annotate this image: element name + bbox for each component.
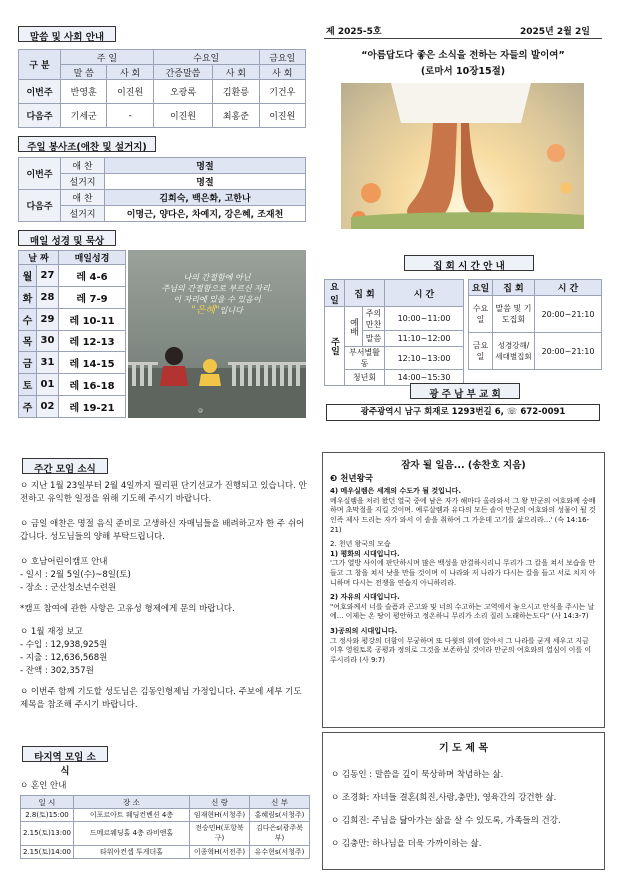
- wedding-col-header: 신 부: [250, 796, 310, 809]
- service-value: 명절: [105, 158, 306, 174]
- meditation-image: [128, 250, 306, 418]
- theme-verse: “아름답도다 좋은 소식을 전하는 자들의 발이여”: [361, 50, 565, 61]
- prayer-item: ㅇ 김충만: 하나님을 더욱 가까이하는 삶.: [331, 839, 482, 849]
- wedding-cell: 타워아컨셉 투게더홀: [73, 846, 189, 859]
- bible-col-header: 날 짜: [19, 251, 59, 265]
- wedding-subtitle: ㅇ 혼인 안내: [20, 781, 67, 791]
- wedding-cell: 전승민H(포항북구): [190, 821, 250, 845]
- meditation-suffix: 입니다: [219, 306, 243, 315]
- study-subheading: 4) 메우실렘은 세계의 수도가 될 것입니다.: [330, 487, 462, 496]
- meet-day: 수요일: [469, 296, 493, 333]
- table-cell: 오광록: [153, 80, 212, 104]
- study-subheading: 1) 평화의 시대입니다.: [330, 549, 400, 558]
- spacer: [20, 506, 310, 518]
- study-paragraph: 메우실렘을 처러 왔던 열국 중에 남은 자가 해마다 올라와서 그 왕 만군의 여호와께 숭배하며 초막절을 지킬 것이며. 예루살렘과 유다의 모든 솥이 만군의 여호와의 성물이 될 것인즉 제사 드리는 자가 와서 이 솥을 취하여 그 가운데 고기를 삶으리라...' (슥 14:16-21): [330, 496, 596, 534]
- study-heading: 천년왕국: [340, 473, 374, 484]
- meet-col-header: 시 간: [385, 280, 464, 307]
- spacer: [20, 616, 310, 626]
- dish-label: 설거지: [61, 174, 105, 190]
- bible-date: 02: [37, 396, 59, 418]
- col-group-label: 구 분: [19, 50, 61, 80]
- bible-day: 금: [19, 352, 37, 374]
- meet-col-header: 요일: [325, 280, 345, 307]
- bible-reading: 레 19-21: [59, 396, 126, 418]
- church-name: 광 주 남 부 교 회: [410, 383, 520, 399]
- wedding-cell: 2.15(토)13:00: [21, 821, 74, 845]
- meet-name: 말씀 및 기도집회: [493, 296, 535, 333]
- wedding-table: [20, 795, 310, 859]
- bible-reading: 레 14-15: [59, 352, 126, 374]
- cover-illustration: [341, 83, 584, 229]
- wedding-cell: 드메르웨딩홀 4층 라비앤홀: [73, 821, 189, 845]
- table-cell: 이진원: [107, 80, 153, 104]
- wedding-cell: 김다은s(광주북부): [250, 821, 310, 845]
- table-cell: 최홍준: [213, 104, 259, 128]
- wedding-cell: 임재현H(서청주): [190, 809, 250, 822]
- meeting-table-right: [468, 279, 602, 370]
- table-cell: 이진원: [153, 104, 212, 128]
- table-cell: 기건우: [259, 80, 305, 104]
- bible-reading: 레 10-11: [59, 308, 126, 330]
- bible-header: 매일 성경 및 묵상: [18, 230, 116, 246]
- wedding-cell: 2.8(토)15:00: [21, 809, 74, 822]
- study-subheading: 2. 천년 왕국의 모습: [330, 540, 391, 549]
- study-paragraph: '그가 열방 사이에 판단하시며 많은 백성을 판결하시리니 무리가 그 칼을 쳐서 보습을 만들고 그 창을 쳐서 낫을 만들 것이며 이 나라와 저 나라가 다시는 칼을 들고 서로 치지 아니하며 다시는 전쟁을 연습지 아니하리라.: [330, 559, 596, 587]
- news-item: - 잔액 : 302,357원: [20, 666, 94, 676]
- meet-name: 주의 만찬: [363, 307, 385, 331]
- news-item: - 지출 : 12,636,568원: [20, 653, 108, 663]
- sub-header: 사 회: [259, 65, 305, 80]
- study-heading-row: [330, 475, 597, 485]
- word-header: 말씀 및 사회 안내: [18, 26, 116, 42]
- sub-header: 간증말씀: [153, 65, 212, 80]
- bible-reading: 레 4-6: [59, 265, 126, 287]
- issue-number: 제 2025-5호: [326, 27, 382, 37]
- wedding-cell: 이포르아트 웨딩컨벤션 4층: [73, 809, 189, 822]
- prayer-item: ㅇ 김희진: 주님을 닮아가는 삶을 살 수 있도록, 가족들의 건강.: [331, 816, 561, 826]
- header-divider: [324, 38, 602, 39]
- issue-date: 2025년 2월 2일: [520, 27, 590, 37]
- news-item: ㅇ 금일 애찬은 명절 음식 준비로 고생하신 자매님들을 배려하고자 한 주 쉬어갑니다. 성도님들의 양해 부탁드립니다.: [20, 519, 305, 542]
- this-week-label: 이번주: [19, 158, 61, 190]
- spacer: [20, 544, 310, 556]
- news-item: ㅇ 호남어린이캠프 안내: [20, 557, 108, 567]
- meet-col-header: 시 간: [535, 280, 602, 296]
- meditation-illustration: [128, 250, 306, 418]
- meeting-table-left: [324, 279, 464, 386]
- table-cell: 반영훈: [61, 80, 107, 104]
- bible-date: 31: [37, 352, 59, 374]
- wedding-col-header: 신 랑: [190, 796, 250, 809]
- study-subheading: 2) 자유의 시대입니다.: [330, 593, 400, 602]
- bible-date: 30: [37, 330, 59, 352]
- study-subheading: 3)공의의 시대입니다.: [330, 626, 398, 635]
- bible-day: 수: [19, 308, 37, 330]
- bible-col-header: 매일성경: [59, 251, 126, 265]
- meet-time: 20:00~21:10: [535, 333, 602, 370]
- wedding-cell: 홍혜림s(서청주): [250, 809, 310, 822]
- weekly-news: [20, 480, 310, 712]
- sunday-header: 주 일: [61, 50, 154, 65]
- meeting-header: 집 회 시 간 안 내: [404, 255, 534, 271]
- news-item: - 일시 : 2월 5일(수)~8일(토): [20, 570, 131, 580]
- meet-col-header: 집 회: [493, 280, 535, 296]
- table-cell: 김환릉: [213, 80, 259, 104]
- study-paragraph: "여호와께서 너를 슬픔과 곤고와 및 너의 수고하는 고역에서 놓으시고 안식을 주시는 날에... 이제는 온 땅이 평안하고 정온하니 무리가 소리 질러 노래하는도다" (사 14:3-7): [330, 602, 595, 621]
- worship-label: 예배: [345, 307, 363, 347]
- aechan-label: 애 찬: [61, 158, 105, 174]
- meet-time: 20:00~21:10: [535, 296, 602, 333]
- service-value: 김희숙, 백은화, 고한나: [105, 190, 306, 206]
- news-item: ㅇ 지난 1월 23일부터 2월 4일까지 필리핀 단기선교가 진행되고 있습니다. 안전하고 유익한 일정을 위해 기도해 주시기 바랍니다.: [20, 481, 307, 504]
- prayer-title: 기 도 제 목: [438, 743, 489, 754]
- meet-time: 14:00~15:30: [385, 370, 464, 386]
- meet-time: 11:10~12:00: [385, 331, 464, 347]
- news-item: *캠프 참여에 관한 사항은 고유성 형제에게 문의 바랍니다.: [20, 604, 235, 614]
- bible-reading: 레 12-13: [59, 330, 126, 352]
- bible-table: [18, 250, 126, 418]
- sunday-label: 주일: [325, 307, 345, 386]
- meet-time: 10:00~11:00: [385, 307, 464, 331]
- bible-reading: 레 7-9: [59, 286, 126, 308]
- meditation-line: 주님의 간절함으로 부르신 자리.: [161, 284, 273, 293]
- meditation-highlight: "은혜": [191, 305, 220, 316]
- bible-date: 27: [37, 265, 59, 287]
- bible-day: 주: [19, 396, 37, 418]
- bible-day: 목: [19, 330, 37, 352]
- bible-date: 28: [37, 286, 59, 308]
- theme-verse-ref: (로마서 10장15절): [420, 66, 506, 77]
- sub-header: 말 씀: [61, 65, 107, 80]
- meet-name: 청년회: [345, 370, 385, 386]
- wedding-col-header: 일 시: [21, 796, 74, 809]
- church-address: 광주광역시 남구 회재로 1293번길 6, ☏ 672-0091: [326, 404, 600, 421]
- dish-label: 설거지: [61, 206, 105, 222]
- word-table: [18, 49, 306, 128]
- row-label: 이번주: [19, 80, 61, 104]
- study-badge: ❸: [330, 473, 338, 484]
- prayer-box: [322, 732, 605, 870]
- sub-header: 사 회: [107, 65, 153, 80]
- table-cell: 이진원: [259, 104, 305, 128]
- wedding-cell: 이종혁H(서전주): [190, 846, 250, 859]
- study-box: [322, 452, 605, 728]
- svg-text:@: @: [198, 408, 203, 414]
- bible-day: 월: [19, 265, 37, 287]
- wedding-cell: 2.15(토)14:00: [21, 846, 74, 859]
- meditation-line: 이 자리에 있을 수 있음이: [173, 295, 261, 304]
- prayer-item: ㅇ 조경화: 자녀들 결혼(희진,사랑,충만), 영육간의 강건한 삶.: [331, 793, 557, 803]
- spacer: [20, 678, 310, 686]
- meet-name: 성경강해/세대별집회: [493, 333, 535, 370]
- friday-header: 금요일: [259, 50, 305, 65]
- row-label: 다음주: [19, 104, 61, 128]
- news-item: ㅇ 1월 재정 보고: [20, 627, 83, 637]
- meet-day: 금요일: [469, 333, 493, 370]
- service-value: 명절: [105, 174, 306, 190]
- meet-col-header: 집 회: [345, 280, 385, 307]
- meet-name: 부서별활동: [345, 347, 385, 370]
- prayer-item: ㅇ 김동인 : 말씀을 깊이 묵상하며 착념하는 삶.: [331, 770, 504, 780]
- sub-header: 사 회: [213, 65, 259, 80]
- bible-date: 01: [37, 374, 59, 396]
- feet-drawing: [341, 83, 584, 229]
- meet-time: 12:10~13:00: [385, 347, 464, 370]
- next-week-label: 다음주: [19, 190, 61, 222]
- news-item: - 수입 : 12,938,925원: [20, 640, 108, 650]
- meet-name: 말씀: [363, 331, 385, 347]
- other-header: 타지역 모임 소식: [22, 746, 108, 762]
- service-table: [18, 157, 306, 222]
- meet-col-header: 요일: [469, 280, 493, 296]
- bible-day: 토: [19, 374, 37, 396]
- news-item: ㅇ 이번주 함께 기도할 성도님은 김동인형제님 가정입니다. 주보에 세부 기도 제목을 참조해 주시기 바랍니다.: [20, 687, 302, 710]
- study-paragraph: 그 정사와 평강의 더함이 무궁하며 또 다윗의 위에 앉아서 그 나라를 굳게 세우고 지금 이후 영원토록 공평과 정의로 그것을 보존하실 것이라 만군의 여호와의 열심이 이를 이루시리라 (사 9:7): [330, 636, 592, 664]
- bible-day: 화: [19, 286, 37, 308]
- wednesday-header: 수요일: [153, 50, 259, 65]
- meditation-line: 나의 간절함에 아닌: [183, 273, 251, 282]
- spacer: [20, 595, 310, 603]
- aechan-label: 애 찬: [61, 190, 105, 206]
- bible-reading: 레 16-18: [59, 374, 126, 396]
- news-item: - 장소 : 군산청소년수련원: [20, 583, 117, 593]
- table-cell: -: [107, 104, 153, 128]
- service-value: 이명근, 양다은, 차예지, 강은혜, 조재천: [105, 206, 306, 222]
- weekly-header: 주간 모임 소식: [22, 458, 108, 474]
- study-title: 잠자 될 일음... (송찬호 지음): [401, 460, 526, 471]
- wedding-col-header: 장 소: [73, 796, 189, 809]
- service-header: 주일 봉사조(애찬 및 설거지): [18, 136, 156, 152]
- table-cell: 기세군: [61, 104, 107, 128]
- bible-date: 29: [37, 308, 59, 330]
- wedding-cell: 유수현s(서청주): [250, 846, 310, 859]
